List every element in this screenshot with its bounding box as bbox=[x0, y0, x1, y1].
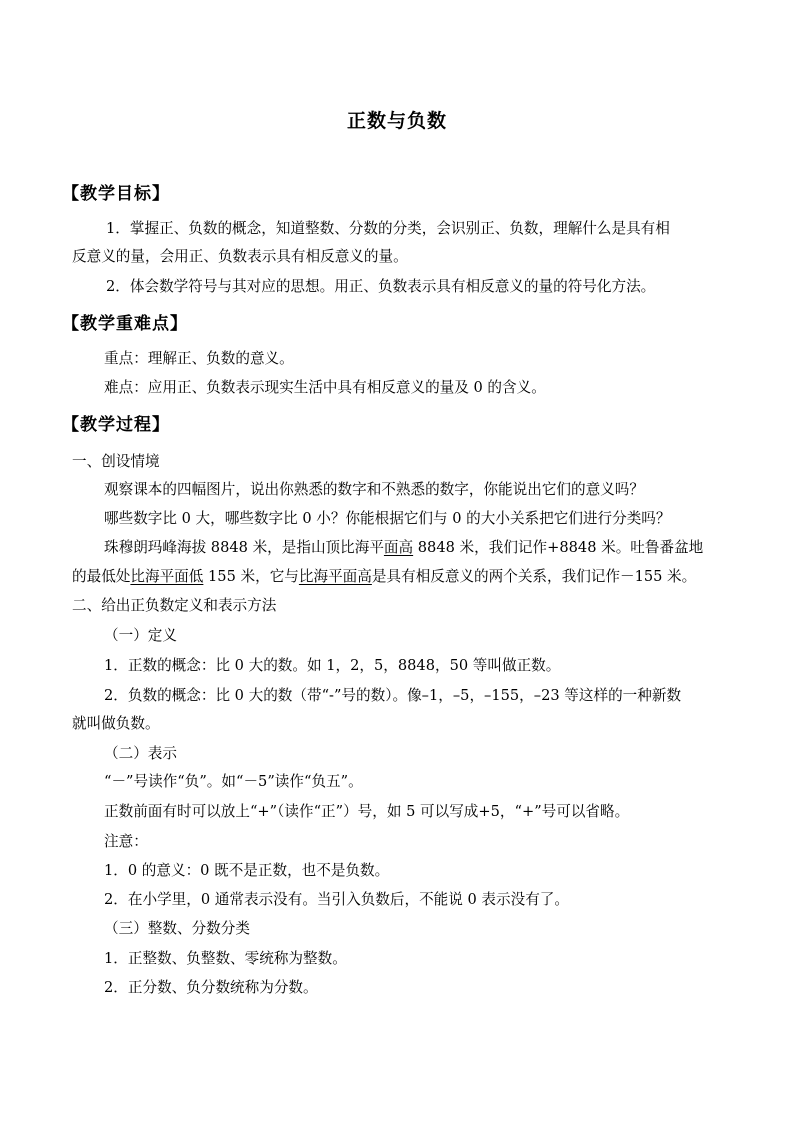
document-title: 正数与负数 bbox=[346, 110, 447, 132]
heading-teaching-process: 【教学过程】 bbox=[62, 415, 170, 435]
classification-1: 1．正整数、负整数、零统称为整数。 bbox=[104, 950, 347, 967]
definition-positive: 1．正数的概念：比 0 大的数。如 1，2，5，8848，50 等叫做正数。 bbox=[104, 657, 561, 674]
section-1-heading: 一、创设情境 bbox=[72, 453, 160, 470]
section-1-paragraph-1: 观察课本的四幅图片，说出你熟悉的数字和不熟悉的数字，你能说出它们的意义吗？ bbox=[104, 481, 644, 498]
definition-negative-line-2: 就叫做负数。 bbox=[72, 715, 160, 732]
subsection-definition: （一）定义 bbox=[104, 627, 177, 644]
section-1-paragraph-3-line-1: 珠穆朗玛峰海拔 8848 米，是指山顶比海平面高 8848 米，我们记作+8848 米。吐鲁番盆地 bbox=[104, 539, 704, 556]
goal-1-line-2: 反意义的量，会用正、负数表示具有相反意义的量。 bbox=[72, 248, 408, 265]
heading-teaching-goals: 【教学目标】 bbox=[62, 184, 170, 204]
key-point: 重点：理解正、负数的意义。 bbox=[104, 350, 294, 367]
goal-2: 2．体会数学符号与其对应的思想。用正、负数表示具有相反意义的量的符号化方法。 bbox=[106, 278, 656, 295]
classification-2: 2．正分数、负分数统称为分数。 bbox=[104, 979, 318, 996]
note-2: 2．在小学里，0 通常表示没有。当引入负数后，不能说 0 表示没有了。 bbox=[104, 891, 569, 908]
note-label: 注意： bbox=[104, 833, 148, 850]
section-1-paragraph-2: 哪些数字比 0 大，哪些数字比 0 小？你能根据它们与 0 的大小关系把它们进行分类吗？ bbox=[104, 510, 671, 527]
definition-negative-line-1: 2．负数的概念：比 0 大的数（带“-”号的数）。像–1，–5，–155，–23 等这样的一种新数 bbox=[104, 687, 682, 704]
goal-1-line-1: 1．掌握正、负数的概念，知道整数、分数的分类，会识别正、负数，理解什么是具有相 bbox=[106, 220, 670, 237]
section-1-paragraph-3-line-2: 的最低处比海平面低 155 米，它与比海平面高是具有相反意义的两个关系，我们记作－155 米。 bbox=[72, 568, 697, 585]
difficult-point: 难点：应用正、负数表示现实生活中具有相反意义的量及 0 的含义。 bbox=[104, 379, 546, 396]
representation-2: 正数前面有时可以放上“+”（读作“正”）号，如 5 可以写成+5，“+”号可以省略。 bbox=[104, 803, 630, 820]
note-1: 1．0 的意义：0 既不是正数，也不是负数。 bbox=[104, 862, 390, 879]
heading-key-difficult: 【教学重难点】 bbox=[62, 314, 188, 334]
subsection-classification: （三）整数、分数分类 bbox=[104, 920, 250, 937]
representation-1: “－”号读作“负”。如“－5”读作“负五”。 bbox=[104, 773, 363, 790]
section-2-heading: 二、给出正负数定义和表示方法 bbox=[72, 597, 277, 614]
subsection-representation: （二）表示 bbox=[104, 745, 177, 762]
